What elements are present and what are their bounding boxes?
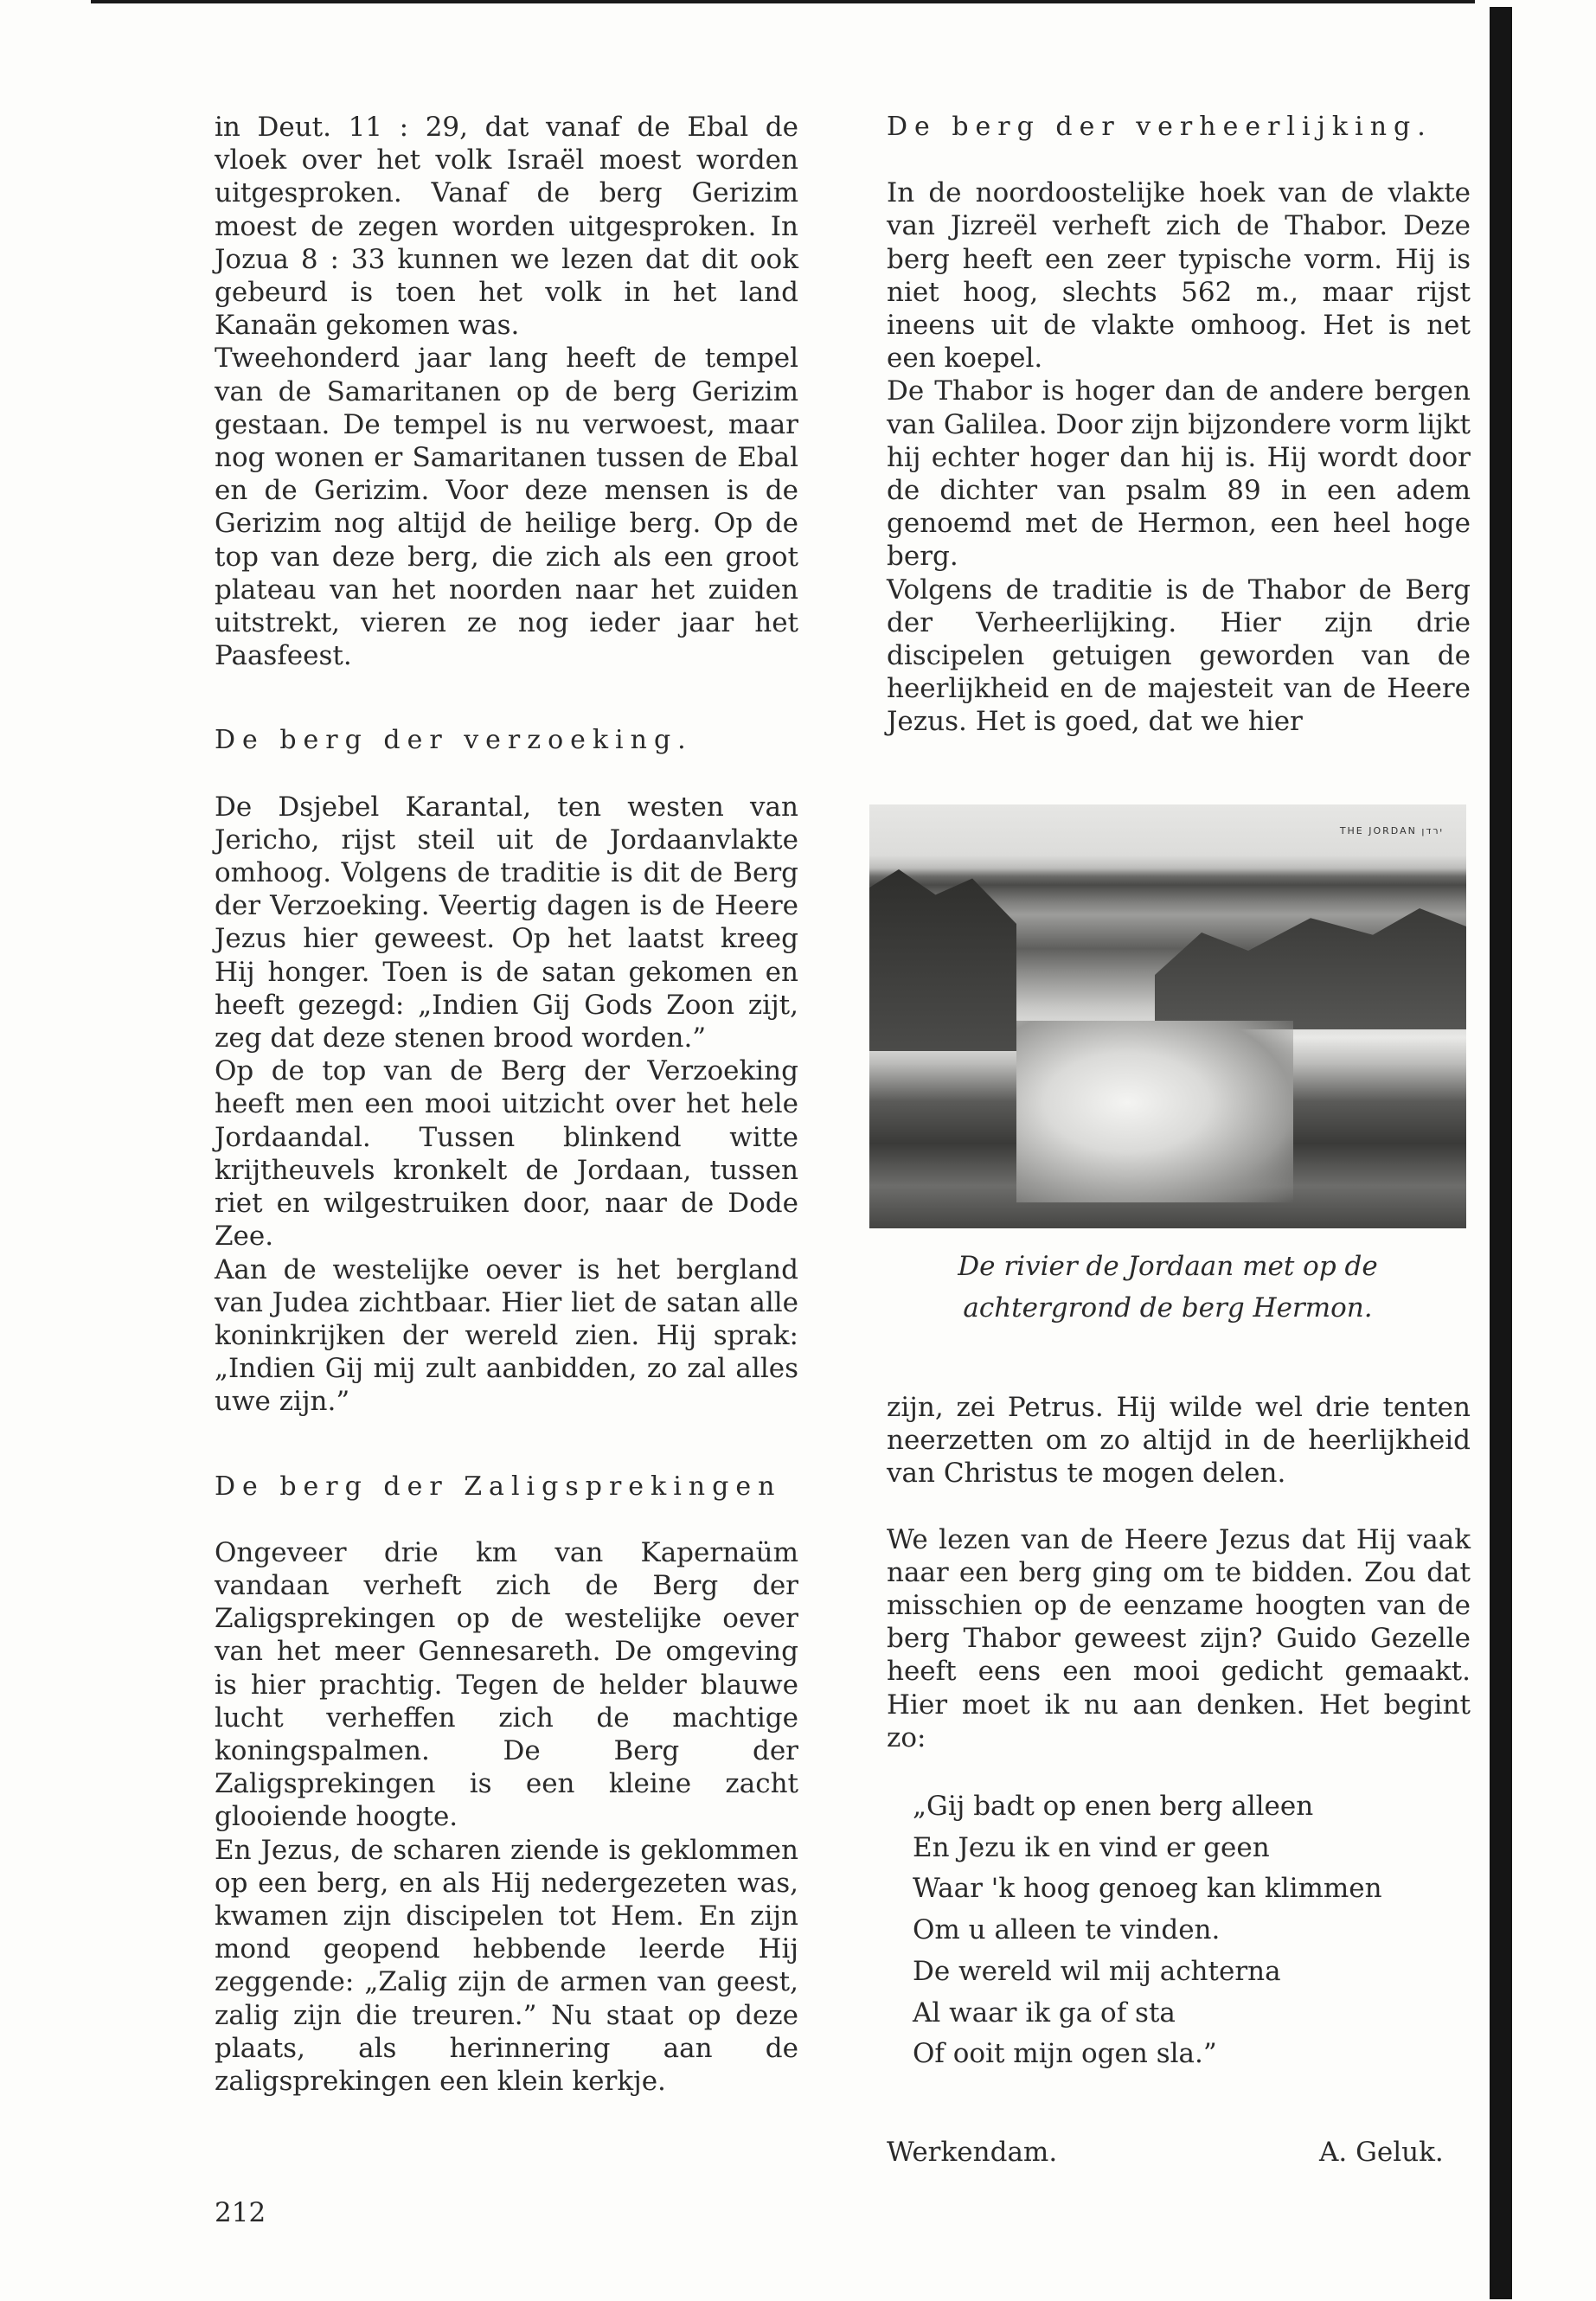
- photo-river: [1016, 1021, 1293, 1202]
- right-column: [887, 111, 1471, 739]
- glory-paragraph-3: Volgens de traditie is de Thabor de Berg der Verheerlijking. Hier zijn drie discipelen getuigen geworden van de heerlijkheid en de majesteit van de Heere Jezus. Het is goed, dat we hier: [887, 574, 1471, 738]
- heading-glory: De berg der verheerlijking.: [887, 112, 1433, 142]
- page-edge-bar: [1490, 7, 1512, 2299]
- glory-paragraph-2: De Thabor is hoger dan de andere bergen van Galilea. Door zijn bijzondere vorm lijkt hij echter hoger dan hij is. Hij wordt door de dichter van psalm 89 in een adem genoemd met de Hermon, een heel hoge berg.: [887, 375, 1471, 573]
- photo-trees-left: [869, 869, 1016, 1051]
- top-rule: [91, 0, 1475, 3]
- beatitudes-paragraph-2: En Jezus, de scharen ziende is geklommen op een berg, en als Hij nedergezeten was, kwamen zijn discipelen tot Hem. En zijn mond geopend hebbende leerde Hij zeggende: „Zalig zijn de armen van geest, zalig zijn die treuren.” Nu staat op deze plaats, als herinnering aan de zaligsprekingen een klein kerkje.: [215, 1834, 798, 2097]
- right-column-continued: [887, 1391, 1471, 1754]
- photo-caption: [869, 1246, 1466, 1329]
- photo-trees-right: [1155, 908, 1466, 1029]
- signature-author: A. Geluk.: [1319, 2137, 1444, 2168]
- poem-line: Waar 'k hoog genoeg kan klimmen: [913, 1873, 1382, 1905]
- page-number: 212: [215, 2197, 266, 2228]
- samaritan-paragraph: Tweehonderd jaar lang heeft de tempel van de Samaritanen op de berg Gerizim gestaan. De tempel is nu verwoest, maar nog wonen er Samaritanen tussen de Ebal en de Gerizim. Voor deze mensen is de Gerizim nog altijd de heilige berg. Op de top van deze berg, die zich als een groot plateau van het noorden naar het zuiden uitstrekt, vieren ze nog ieder jaar het Paasfeest.: [215, 343, 798, 672]
- beatitudes-paragraph-1: Ongeveer drie km van Kapernaüm vandaan verheft zich de Berg der Zaligsprekingen op de westelijke oever van het meer Gennesareth. De omgeving is hier prachtig. Tegen de helder blauwe lucht verheffen zich de machtige koningspalmen. De Berg der Zaligsprekingen is een kleine zacht glooiende hoogte.: [215, 1536, 798, 1833]
- temptation-paragraph-1: De Dsjebel Karantal, ten westen van Jericho, rijst steil uit de Jordaanvlakte omhoog. Volgens de traditie is dit de Berg der Verzoeking. Veertig dagen is de Heere Jezus hier geweest. Op het laatst kreeg Hij honger. Toen is de satan gekomen en heeft gezegd: „Indien Gij Gods Zoon zijt, zeg dat deze stenen brood worden.”: [215, 791, 798, 1054]
- heading-temptation: De berg der verzoeking.: [215, 725, 693, 756]
- glory-paragraph-1: In de noordoostelijke hoek van de vlakte van Jizreël verheft zich de Thabor. Deze berg heeft een zeer typische vorm. Hij is niet hoog, slechts 562 m., maar rijst ineens uit de vlakte omhoog. Het is net een koepel.: [887, 177, 1471, 375]
- poem-line: Om u alleen te vinden.: [913, 1914, 1221, 1946]
- continue-paragraph-2: We lezen van de Heere Jezus dat Hij vaak naar een berg ging om te bidden. Zou dat misschien op de eenzame hoogten van de berg Thabor geweest zijn? Guido Gezelle heeft eens een mooi gedicht gemaakt. Hier moet ik nu aan denken. Het begint zo:: [887, 1523, 1471, 1753]
- poem: [913, 1786, 1382, 2075]
- temptation-paragraph-2: Op de top van de Berg der Verzoeking heeft men een mooi uitzicht over het hele Jordaandal. Tussen blinkend witte krijtheuvels kronkelt de Jordaan, tussen riet en wilgestruiken door, naar de Dode Zee.: [215, 1055, 798, 1253]
- photo-label: THE JORDAN ירדן: [1339, 825, 1444, 836]
- temptation-paragraph-3: Aan de westelijke oever is het bergland van Judea zichtbaar. Hier liet de satan alle koninkrijken der wereld zien. Hij sprak: „Indien Gij mij zult aanbidden, zo zal alles uwe zijn.”: [215, 1253, 798, 1418]
- left-column: [215, 111, 798, 2098]
- poem-line: De wereld wil mij achterna: [913, 1955, 1281, 1987]
- caption-line-2: achtergrond de berg Hermon.: [963, 1292, 1373, 1324]
- heading-beatitudes: De berg der Zaligsprekingen: [215, 1471, 782, 1502]
- poem-line: En Jezu ik en vind er geen: [913, 1831, 1270, 1863]
- caption-line-1: De rivier de Jordaan met op de: [958, 1251, 1378, 1282]
- poem-line: Of ooit mijn ogen sla.”: [913, 2038, 1217, 2070]
- continue-paragraph-1: zijn, zei Petrus. Hij wilde wel drie tenten neerzetten om zo altijd in de heerlijkheid van Christus te mogen delen.: [887, 1392, 1471, 1490]
- jordan-river-photo: [869, 804, 1466, 1228]
- signature-place: Werkendam.: [887, 2137, 1058, 2168]
- poem-line: „Gij badt op enen berg alleen: [913, 1791, 1314, 1822]
- poem-line: Al waar ik ga of sta: [913, 1997, 1176, 2029]
- intro-paragraph: in Deut. 11 : 29, dat vanaf de Ebal de vloek over het volk Israël moest worden uitgesproken. Vanaf de berg Gerizim moest de zegen worden uitgesproken. In Jozua 8 : 33 kunnen we lezen dat dit ook gebeurd is toen het volk in het land Kanaän gekomen was.: [215, 112, 798, 342]
